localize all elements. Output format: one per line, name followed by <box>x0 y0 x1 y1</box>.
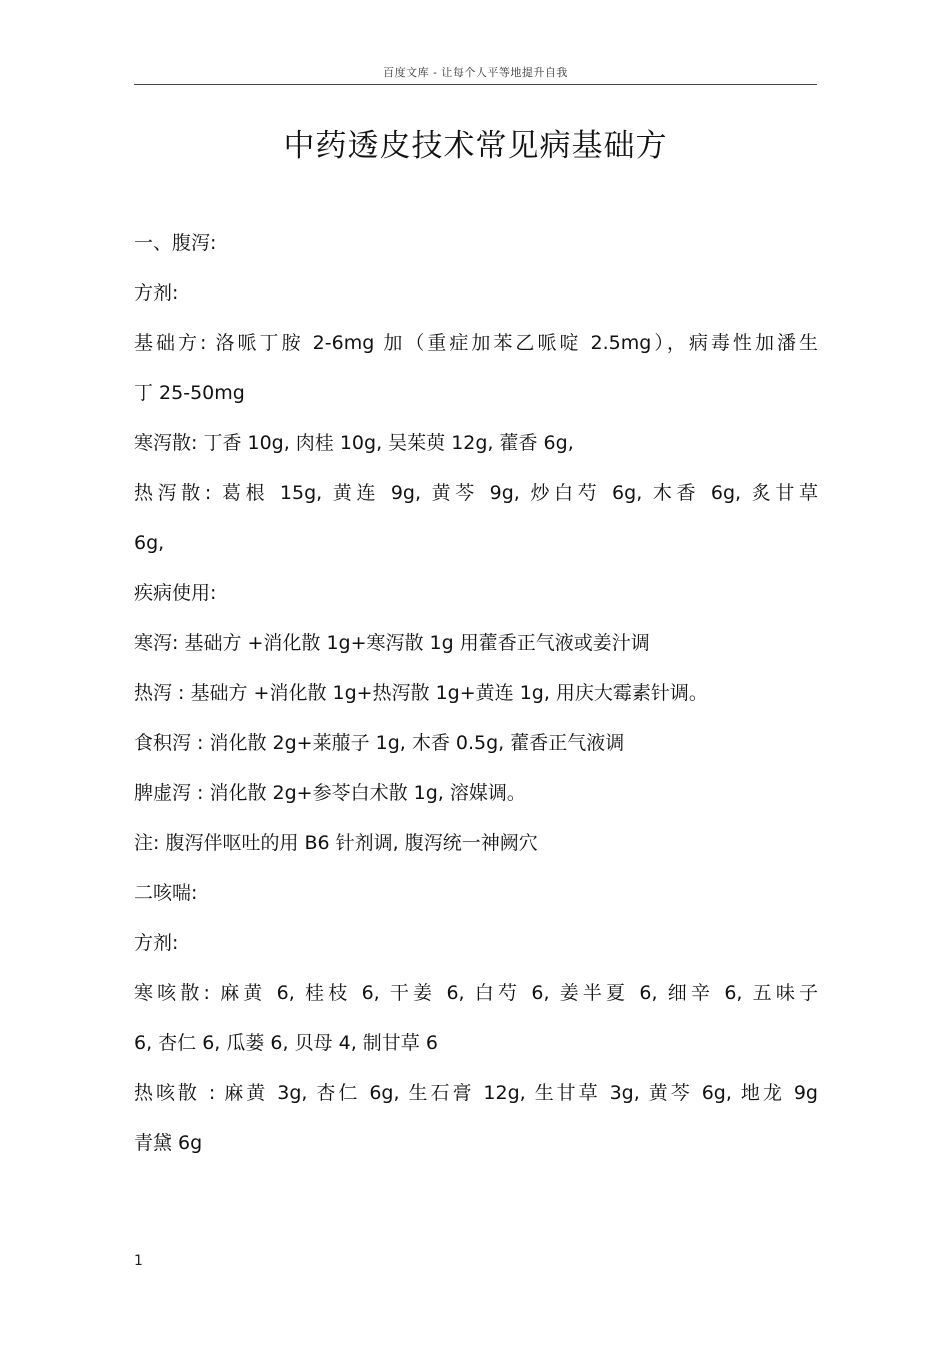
text-line: 丁 25-50mg <box>134 382 245 404</box>
section-heading: 一、腹泻: <box>134 232 217 254</box>
document-body <box>134 218 818 1168</box>
text-line: 6g, <box>134 532 165 554</box>
text-line: 热咳散 : 麻黄 3g, 杏仁 6g, 生石膏 12g, 生甘草 3g, 黄芩 6g, 地龙 9g <box>134 1082 818 1104</box>
text-line: 青黛 6g <box>134 1132 203 1154</box>
text-line: 6, 杏仁 6, 瓜蒌 6, 贝母 4, 制甘草 6 <box>134 1032 438 1054</box>
section-heading: 二咳喘: <box>134 882 198 904</box>
text-line: 寒泻散: 丁香 10g, 肉桂 10g, 吴茱萸 12g, 藿香 6g, <box>134 432 574 454</box>
text-line: 基础方: 洛哌丁胺 2-6mg 加（重症加苯乙哌啶 2.5mg），病毒性加潘生 <box>134 332 818 354</box>
header-divider <box>134 84 817 85</box>
note-line: 注: 腹泻伴呕吐的用 B6 针剂调, 腹泻统一神阙穴 <box>134 832 538 854</box>
text-line: 寒泻: 基础方 +消化散 1g+寒泻散 1g 用藿香正气液或姜汁调 <box>134 632 650 654</box>
page-number: 1 <box>134 1253 143 1269</box>
text-line: 食积泻 : 消化散 2g+莱菔子 1g, 木香 0.5g, 藿香正气液调 <box>134 732 625 754</box>
text-line: 热泻 : 基础方 +消化散 1g+热泻散 1g+黄连 1g, 用庆大霉素针调。 <box>134 682 708 704</box>
subheading: 方剂: <box>134 932 179 954</box>
text-line: 寒咳散: 麻黄 6, 桂枝 6, 干姜 6, 白芍 6, 姜半夏 6, 细辛 6, 五味子 <box>134 982 818 1004</box>
subheading: 方剂: <box>134 282 179 304</box>
page-header-text: 百度文库 - 让每个人平等地提升自我 <box>383 66 568 79</box>
text-line: 脾虚泻 : 消化散 2g+参苓白术散 1g, 溶媒调。 <box>134 782 526 804</box>
text-line: 热泻散: 葛根 15g, 黄连 9g, 黄芩 9g, 炒白芍 6g, 木香 6g, 炙甘草 <box>134 482 818 504</box>
subheading: 疾病使用: <box>134 582 217 604</box>
document-title: 中药透皮技术常见病基础方 <box>283 128 668 164</box>
